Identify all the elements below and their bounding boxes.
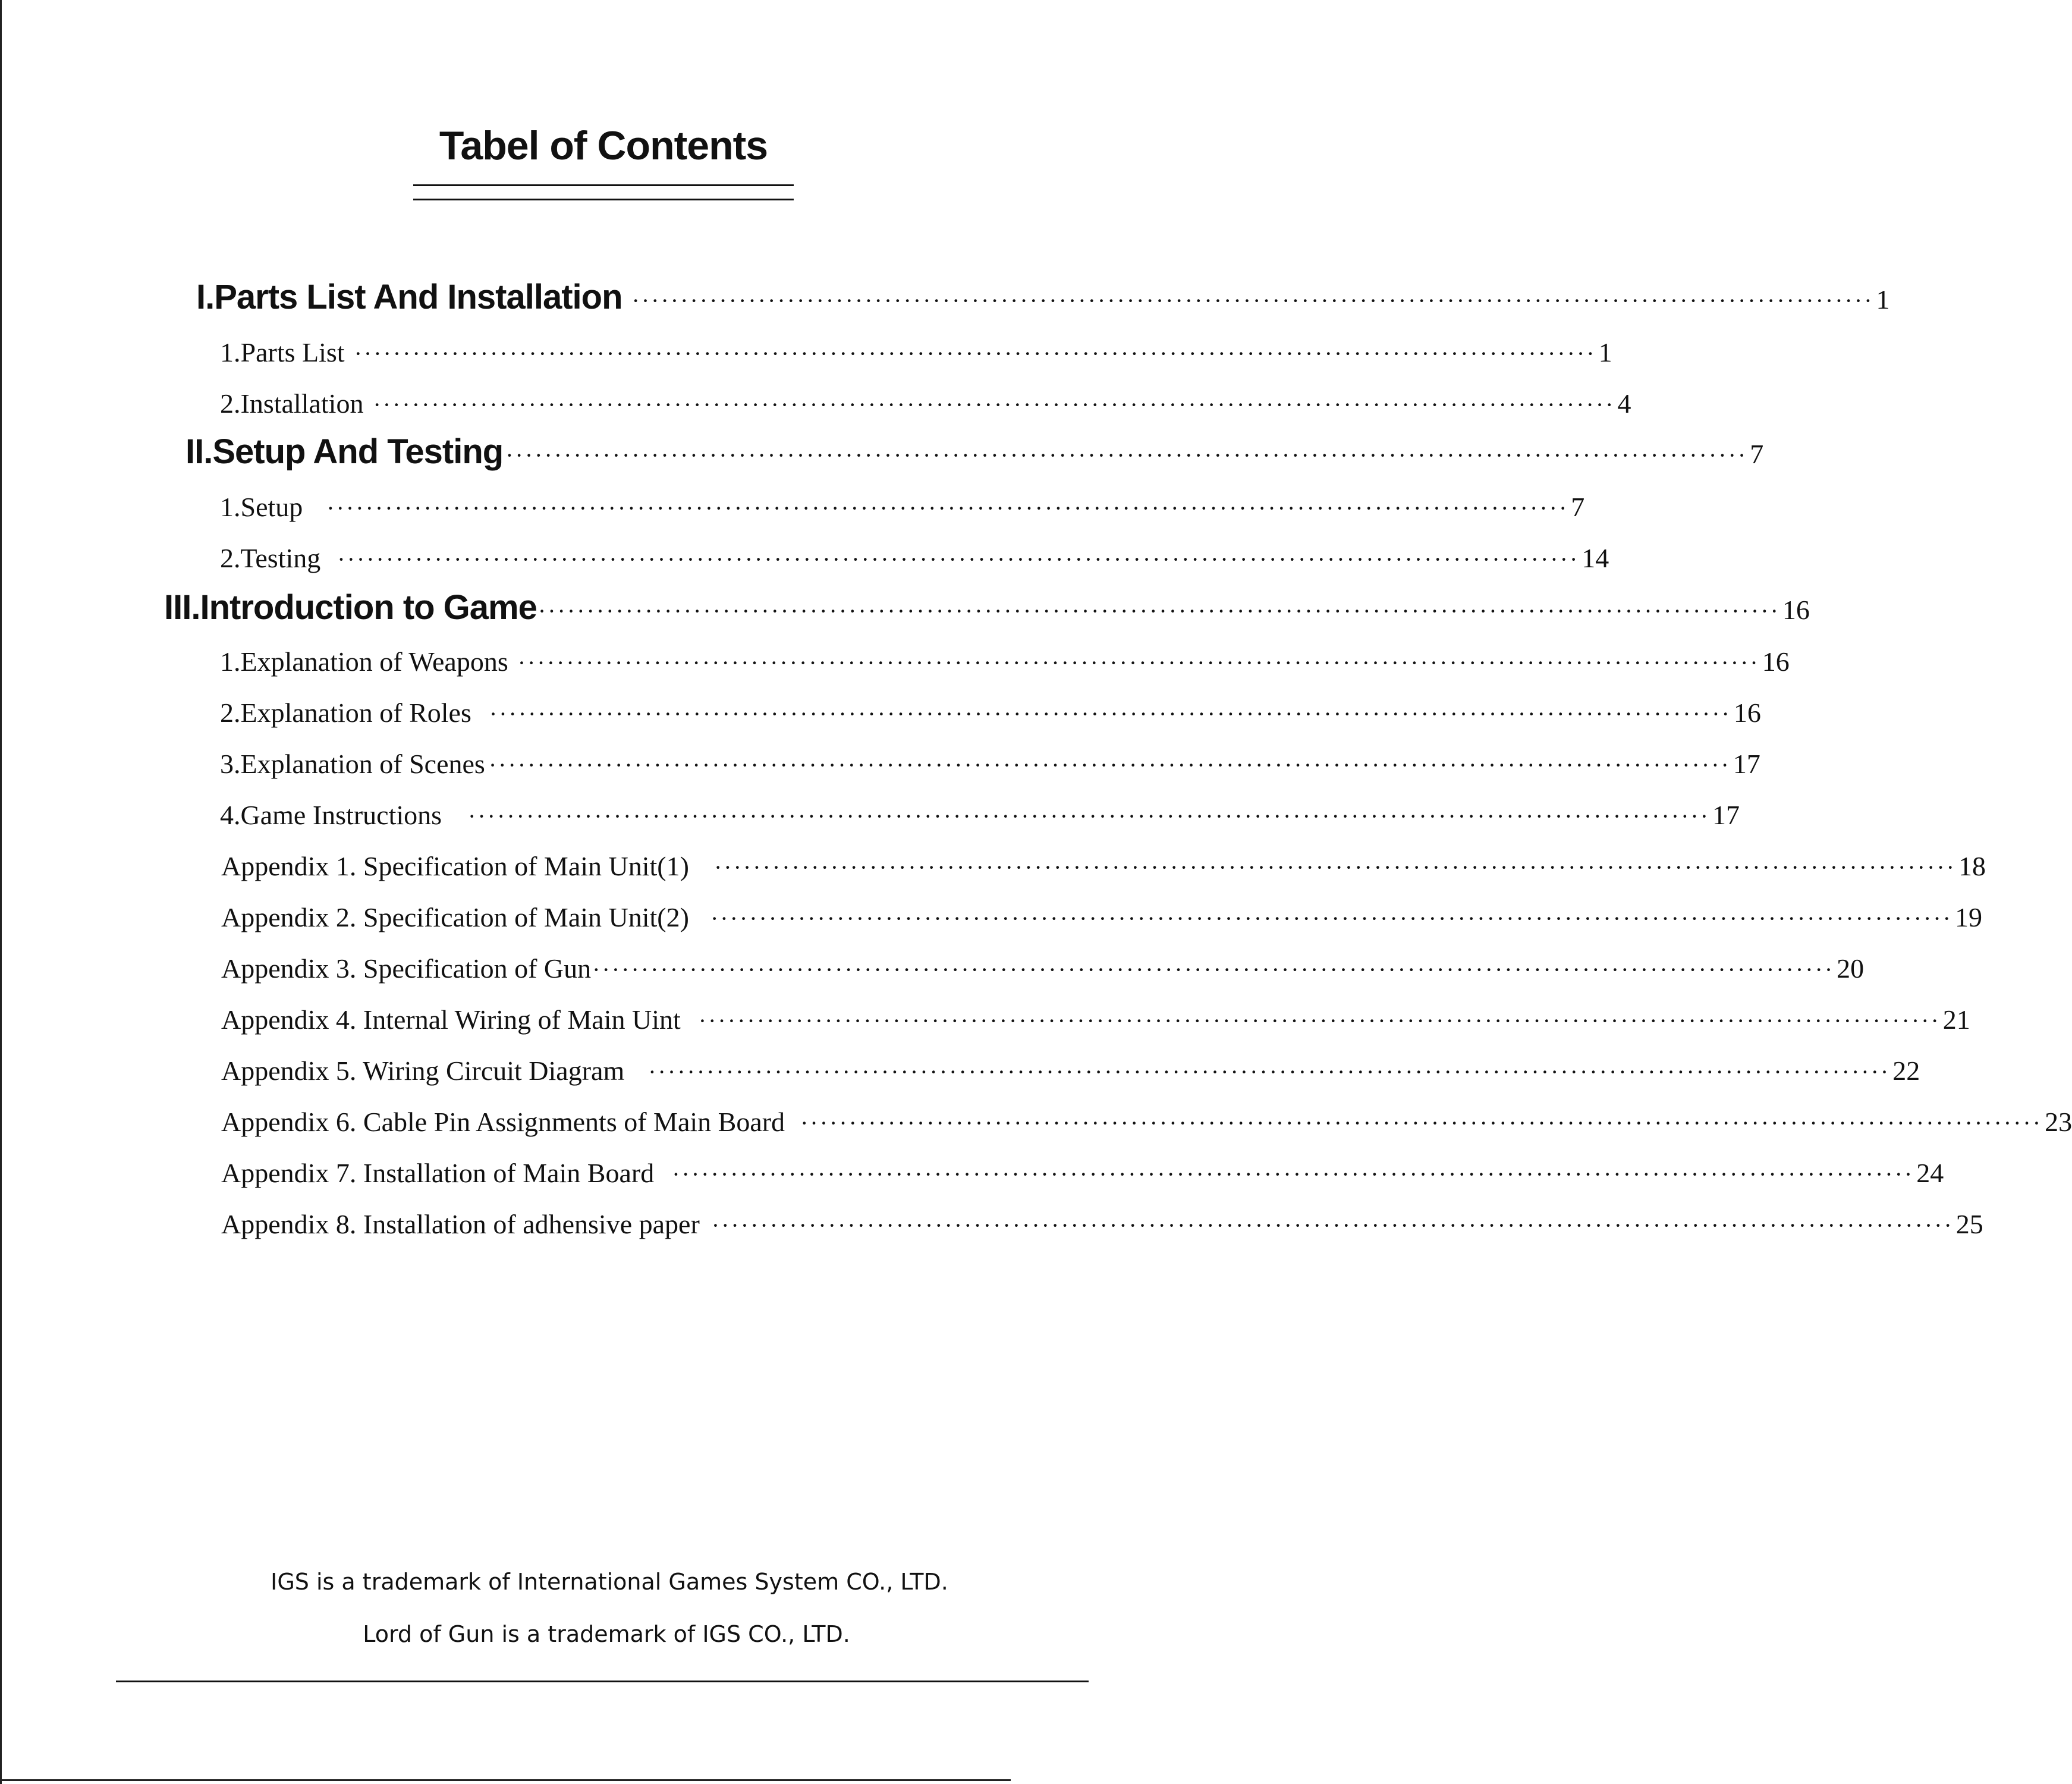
toc-label: Appendix 4. Internal Wiring of Main Uint [221,1004,681,1035]
toc-item[interactable] [220,799,1740,841]
toc-leader-dots: ································································································································ [373,391,1615,418]
footer-rule [116,1681,1089,1682]
toc-leader-dots: ································································································································ [468,803,1711,830]
toc-label: 2.Testing [220,543,321,573]
toc-item[interactable] [221,953,1865,994]
toc-label: 1.Setup [220,492,303,522]
toc-item[interactable] [220,748,1760,790]
toc-leader-dots: ································································································································ [800,1110,2043,1136]
title-underline-top [413,184,794,186]
toc-page-number: 25 [1955,1209,1983,1239]
toc-item[interactable] [220,542,1609,584]
toc-item[interactable] [220,646,1790,687]
toc-label: II.Setup And Testing [185,432,504,471]
toc-label: I.Parts List And Installation [196,278,622,316]
toc-page-number: 20 [1837,953,1865,984]
toc-page-number: 23 [2045,1107,2072,1137]
toc-label: Appendix 3. Specification of Gun [221,953,592,984]
toc-label: Appendix 6. Cable Pin Assignments of Main Board [221,1107,785,1137]
toc-page-number: 21 [1942,1004,1970,1035]
toc-item[interactable] [221,1157,1944,1199]
toc-page-number: 4 [1617,388,1631,419]
toc-label: Appendix 5. Wiring Circuit Diagram [221,1056,625,1086]
toc-item[interactable] [221,850,1986,892]
toc-label: III.Introduction to Game [164,588,537,627]
toc-page-number: 17 [1733,749,1760,779]
toc-page-number: 16 [1762,646,1790,677]
toc-leader-dots: ································································································································ [354,340,1596,367]
toc-leader-dots: ································································································································ [648,1059,1891,1085]
toc-leader-dots: ································································································································ [592,956,1835,983]
toc-page-number: 14 [1581,543,1609,573]
toc-item[interactable] [221,1106,2072,1148]
toc-label: Appendix 8. Installation of adhensive paper [221,1209,700,1239]
toc-label: Appendix 2. Specification of Main Unit(2) [221,902,689,932]
toc-page-number: 19 [1954,902,1982,932]
page-title: Tabel of Contents [439,123,768,168]
toc-item[interactable] [221,1055,1920,1097]
toc-item[interactable] [220,491,1585,533]
toc-leader-dots: ································································································································ [517,649,1760,676]
toc-section[interactable] [185,432,1764,473]
toc-page-number: 24 [1916,1158,1944,1188]
toc-leader-dots: ································································································································ [337,546,1580,573]
toc-section[interactable] [196,277,1890,319]
title-underline-bottom [413,199,794,200]
toc-page-number: 1 [1876,284,1890,315]
toc-label: Appendix 1. Specification of Main Unit(1) [221,851,689,881]
toc-leader-dots: ································································································································ [631,287,1874,314]
toc-leader-dots: ································································································································ [537,598,1780,624]
toc-leader-dots: ································································································································ [713,854,1956,881]
trademark-notice-igs: IGS is a trademark of International Games System CO., LTD. [271,1569,948,1595]
toc-page-number: 1 [1598,337,1612,368]
toc-item[interactable] [221,1208,1983,1250]
toc-page-number: 7 [1571,492,1585,522]
toc-leader-dots: ································································································································ [505,442,1748,469]
toc-leader-dots: ································································································································ [326,495,1569,522]
toc-leader-dots: ································································································································ [698,1007,1941,1034]
scan-bottom-edge [0,1779,1011,1781]
toc-label: 2.Installation [220,388,364,419]
toc-leader-dots: ································································································································ [488,752,1731,778]
toc-leader-dots: ································································································································ [672,1161,1914,1188]
toc-page-number: 7 [1750,439,1764,469]
toc-label: 1.Parts List [220,337,345,368]
toc-leader-dots: ································································································································ [711,1212,1954,1239]
toc-page-number: 17 [1712,800,1740,830]
toc-page-number: 22 [1892,1056,1920,1086]
toc-label: 2.Explanation of Roles [220,698,471,728]
toc-page-number: 18 [1958,851,1986,881]
toc-label: 3.Explanation of Scenes [220,749,485,779]
toc-item[interactable] [221,902,1982,943]
toc-item[interactable] [220,337,1612,378]
toc-label: 4.Game Instructions [220,800,442,830]
toc-page-number: 16 [1782,595,1810,625]
toc-item[interactable] [220,388,1631,429]
toc-label: 1.Explanation of Weapons [220,646,508,677]
toc-leader-dots: ································································································································ [710,905,1952,932]
toc-item[interactable] [220,697,1761,739]
toc-leader-dots: ································································································································ [489,701,1731,727]
scan-left-edge [0,0,2,1784]
trademark-notice-lord-of-gun: Lord of Gun is a trademark of IGS CO., LTD. [363,1621,850,1647]
toc-page-number: 16 [1733,698,1761,728]
toc-section[interactable] [164,588,1810,629]
toc-item[interactable] [221,1004,1970,1045]
toc-label: Appendix 7. Installation of Main Board [221,1158,655,1188]
